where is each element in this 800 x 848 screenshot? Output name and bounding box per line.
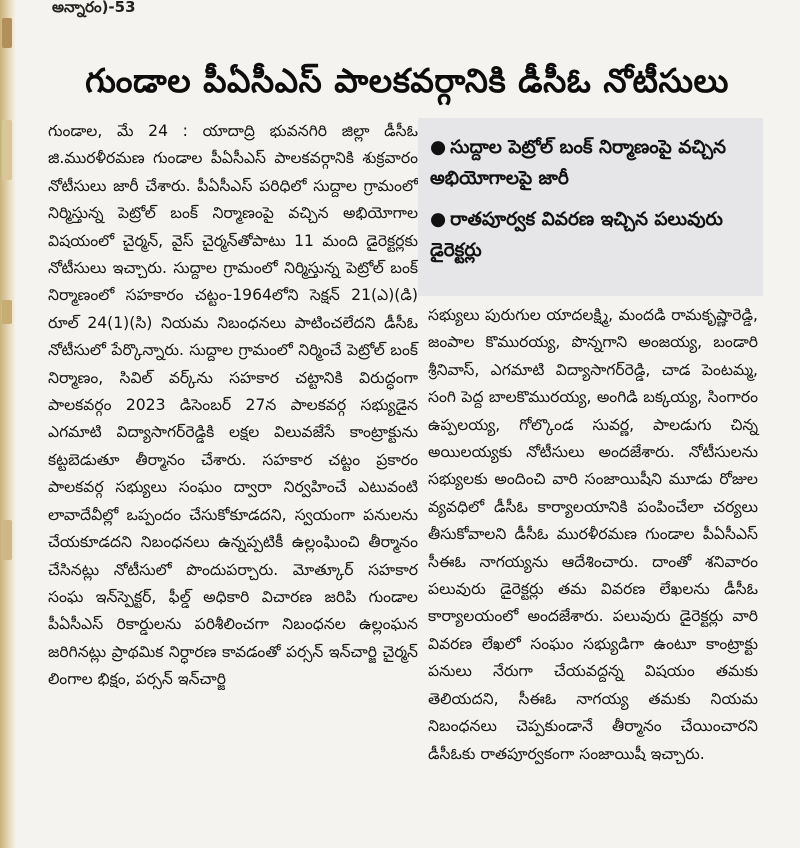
highlights-box bbox=[418, 118, 763, 296]
previous-article-tail bbox=[22, 0, 792, 20]
edge-mark bbox=[2, 18, 12, 48]
highlight-text: సుద్దాల పెట్రోల్ బంక్ నిర్మాణంపై వచ్చిన అభియోగాలపై జారీ bbox=[430, 137, 726, 189]
highlight-text: రాతపూర్వక వివరణ ఇచ్చిన పలువురు డైరెక్టర్లు bbox=[430, 209, 723, 261]
newspaper-clipping bbox=[22, 0, 792, 848]
bullet-icon: ● bbox=[430, 137, 447, 158]
article-headline: గుండాల పీఏసీఎస్ పాలకవర్గానికి డీసీఓ నోటీసులు bbox=[85, 61, 729, 100]
edge-mark bbox=[2, 120, 12, 180]
highlight-item bbox=[430, 204, 749, 266]
edge-mark bbox=[2, 520, 12, 560]
adjacent-page-edge bbox=[0, 0, 16, 848]
article-body-right-column bbox=[428, 302, 758, 768]
body-paragraph: సభ్యులు పురుగుల యాదలక్ష్మి, మందడి రామకృష్ణారెడ్డి, జంపాల కొమురయ్య, పొన్నగాని అంజయ్య, బండారి శ్రీనివాస్, ఎగమాటి విద్యాసాగర్‌రెడ్డి, చాడ పెంటమ్మ, సంగి పెద్ద బాలకొమురయ్య, అంగిడి బక్కయ్య, సింగారం ఉప్పలయ్య, గోల్కొండ సువర్ణ, పాలడుగు చిన్న అయిలయ్యకు నోటీసులు అందజేశారు. నోటీసులను సభ్యులకు అందించి వారి సంజాయిషీని మూడు రోజుల వ్యవధిలో డీసీఓ కార్యాలయానికి పంపించేలా చర్యలు తీసుకోవాలని డీసీఓ మురళీరమణ గుండాల పీఏసీఎస్ సీఈఓ నాగయ్యను ఆదేశించారు. దాంతో శనివారం పలువురు డైరెక్టర్లు తమ వివరణ లేఖలను డీసీఓ కార్యాలయంలో అందజేశారు. పలువురు డైరెక్టర్లు వారి వివరణ లేఖలో సంఘం సభ్యుడిగా ఉంటూ కాంట్రాక్టు పనులు నేరుగా చేయవద్దన్న విషయం తమకు తెలియదని, సీఈఓ నాగయ్య తమకు నియమ నిబంధనలు చెప్పకుండానే తీర్మానం చేయించారని డీసీఓకు రాతపూర్వకంగా సంజాయిషీ ఇచ్చారు. bbox=[428, 306, 758, 763]
body-paragraph: గుండాల, మే 24 : యాదాద్రి భువనగిరి జిల్లా డీసీఓ జి.మురళీరమణ గుండాల పీఏసీఎస్ పాలకవర్గానికి శుక్రవారం నోటీసులు జారీ చేశారు. పీఏసీఎస్ పరిధిలో సుద్దాల గ్రామంలో నిర్మిస్తున్న పెట్రోల్ బంక్ నిర్మాణంపై వచ్చిన అభియోగాల విషయంలో చైర్మన్, వైస్ చైర్మన్‌తోపాటు 11 మంది డైరెక్టర్లకు నోటీసులు ఇచ్చారు. సుద్దాల గ్రామంలో నిర్మిస్తున్న పెట్రోల్ బంక్ నిర్మాణంలో సహకారం చట్టం-1964లోని సెక్షన్ 21(ఎ)(డి) రూల్ 24(1)(సి) నియమ నిబంధనలు పాటించలేదని డీసీఓ నోటీసులో పేర్కొన్నారు. సుద్దాల గ్రామంలో నిర్మించే పెట్రోల్ బంక్ నిర్మాణం, సివిల్ వర్క్‌ను సహకార చట్టానికి విరుద్ధంగా పాలకవర్గం 2023 డిసెంబర్ 27న పాలకవర్గ సభ్యుడైన ఎగమాటి విద్యాసాగర్‌రెడ్డికి లక్షల విలువజేసే కాంట్రాక్టును కట్టబెడుతూ తీర్మానం చేశారు. సహకార చట్టం ప్రకారం పాలకవర్గ సభ్యులు సంఘం ద్వారా నిర్వహించే ఎటువంటి లావాదేవీల్లో ఒప్పందం చేసుకోకూడదని, స్వయంగా పనులను చేయకూడదని నిబంధనలు ఉన్నప్పటికీ ఉల్లంఘించి తీర్మానం చేసినట్లు నోటీసులో పొందుపర్చారు. మోత్కూర్ సహకార సంఘ ఇన్‌స్పెక్టర్, ఫీల్డ్ అధికారి విచారణ జరిపి గుండాల పీఏసీఎస్ రికార్డులను పరిశీలించగా నిబంధనల ఉల్లంఘన జరిగినట్లు ప్రాథమిక నిర్ధారణ కావడంతో పర్సన్ ఇన్‌చార్జి చైర్మన్ లింగాల భిక్షం, పర్సన్ ఇన్‌చార్జి bbox=[48, 122, 418, 689]
bullet-icon: ● bbox=[430, 209, 447, 230]
edge-mark bbox=[2, 300, 12, 324]
previous-article-text: అన్నారం)-53 bbox=[52, 0, 136, 16]
article-body-left-column bbox=[48, 118, 418, 694]
highlight-item bbox=[430, 132, 749, 194]
